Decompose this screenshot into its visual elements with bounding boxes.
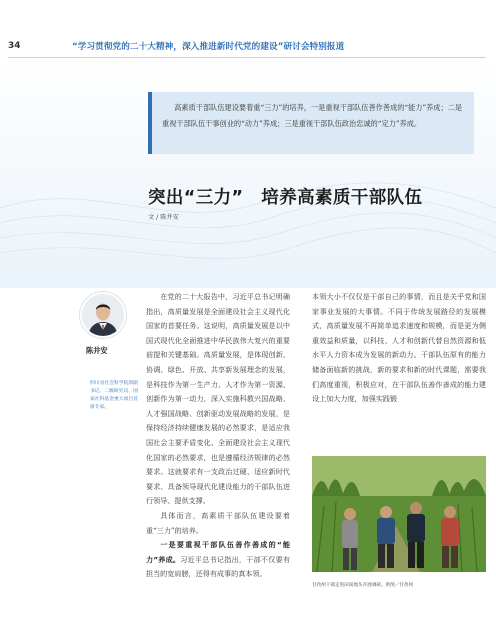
field-photo: [312, 456, 486, 572]
body-paragraph: 具体而言，高素质干部队伍建设要着重“三力”的培养。: [146, 510, 290, 535]
body-column-1: [146, 290, 290, 582]
body-paragraph: 在党的二十大报告中，习近平总书记明确指出，高质量发展是全面建设社会主义现代化国家的首要任务。这说明，高质量发展是以中国式现代化全面推进中华民族伟大复兴的重要前提和关键基础。高质量发展，是体现创新、协调、绿色、开放、共享新发展理念的发展，是科技作为第一生产力、人才作为第一资源、创新作为第一动力，深入实施科教兴国战略、人才强国战略、创新驱动发展战略的发展，是保持经济持续健康发展的必然要求，是适应我国社会主要矛盾变化、全面建设社会主义现代化国家的必然要求，也是遵循经济规律的必然要求。这就要求有一支政治过硬、适应新时代要求、具备领导现代化建设能力的干部队伍进行领导、提供支撑。: [146, 292, 290, 506]
abstract-text: 高素质干部队伍建设要着重“三力”的培养，一是重视干部队伍善作善成的“能力”养成；二是重视干部队伍干事创业的“动力”养成；三是重视干部队伍政治忠诚的“定力”养成。: [162, 103, 463, 128]
subheading-bold: 一是要重视干部队伍善作善成的“能力”养成。: [146, 540, 290, 564]
article-byline: 文 / 陈井安: [148, 214, 179, 221]
author-bio: 四川省社会科学院原副书记、二级研究员、国家社科基金重大项目首席专家。: [90, 381, 138, 410]
article-title: 突出“三力” 培养高素质干部队伍: [148, 188, 423, 208]
section-title: “学习贯彻党的二十大精神，深入推进新时代党的建设”研讨会特别报道: [72, 42, 345, 52]
photo-caption: 甘孜州干部走进田间地头开展调研。供图／甘孜州: [312, 583, 414, 588]
body-column-2: [312, 290, 486, 407]
running-header: [0, 38, 496, 56]
author-portrait: [80, 292, 126, 338]
page-number: 34: [8, 41, 21, 51]
author-name: 陈井安: [86, 346, 108, 355]
body-text: 习近平总书记指出，干部不仅要有担当的宽肩膀，还得有成事的真本领。: [146, 554, 290, 579]
body-paragraph: [146, 538, 290, 582]
body-paragraph: 本领大小不仅仅是干部自己的事情，而且是关乎党和国家事业发展的大事情。不同于传统发展路径的发展模式，高质量发展不再简单追求速度和规模，而是更为侧重效益和质量，以科技、人才和创新代替自然资源和低水平人力资本成为发展的新动力。干部队伍原有的能力储备面临新的挑战，新的要求和新的时代课题，需要我们高度重视，积极应对，在干部队伍善作善成的能力建设上加大力度，加强实践锻: [312, 292, 486, 404]
abstract-accent-bar: [148, 92, 152, 154]
